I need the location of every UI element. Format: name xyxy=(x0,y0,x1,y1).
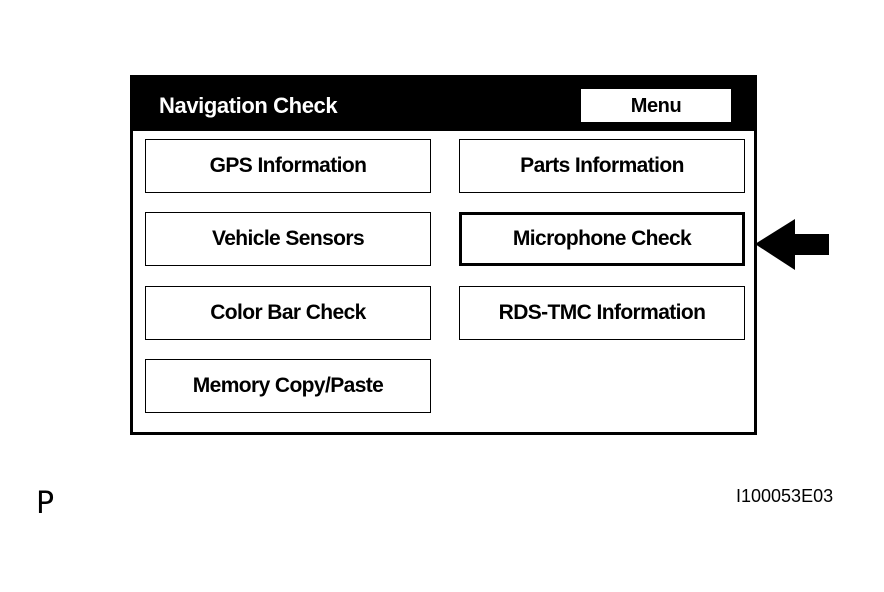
gps-information-button[interactable]: GPS Information xyxy=(145,139,431,193)
memory-copy-paste-button[interactable]: Memory Copy/Paste xyxy=(145,359,431,413)
vehicle-sensors-button[interactable]: Vehicle Sensors xyxy=(145,212,431,266)
figure-id: I100053E03 xyxy=(736,486,834,506)
rds-tmc-information-button[interactable]: RDS-TMC Information xyxy=(459,286,745,340)
left-arrow-icon xyxy=(755,217,830,272)
screen-title: Navigation Check xyxy=(159,93,338,118)
parts-information-button[interactable]: Parts Information xyxy=(459,139,745,193)
screen-header xyxy=(133,78,754,131)
microphone-check-button[interactable]: Microphone Check xyxy=(459,212,745,266)
menu-button[interactable]: Menu xyxy=(581,89,731,122)
color-bar-check-button[interactable]: Color Bar Check xyxy=(145,286,431,340)
corner-letter: P xyxy=(36,486,55,521)
navigation-check-screen xyxy=(130,75,757,435)
